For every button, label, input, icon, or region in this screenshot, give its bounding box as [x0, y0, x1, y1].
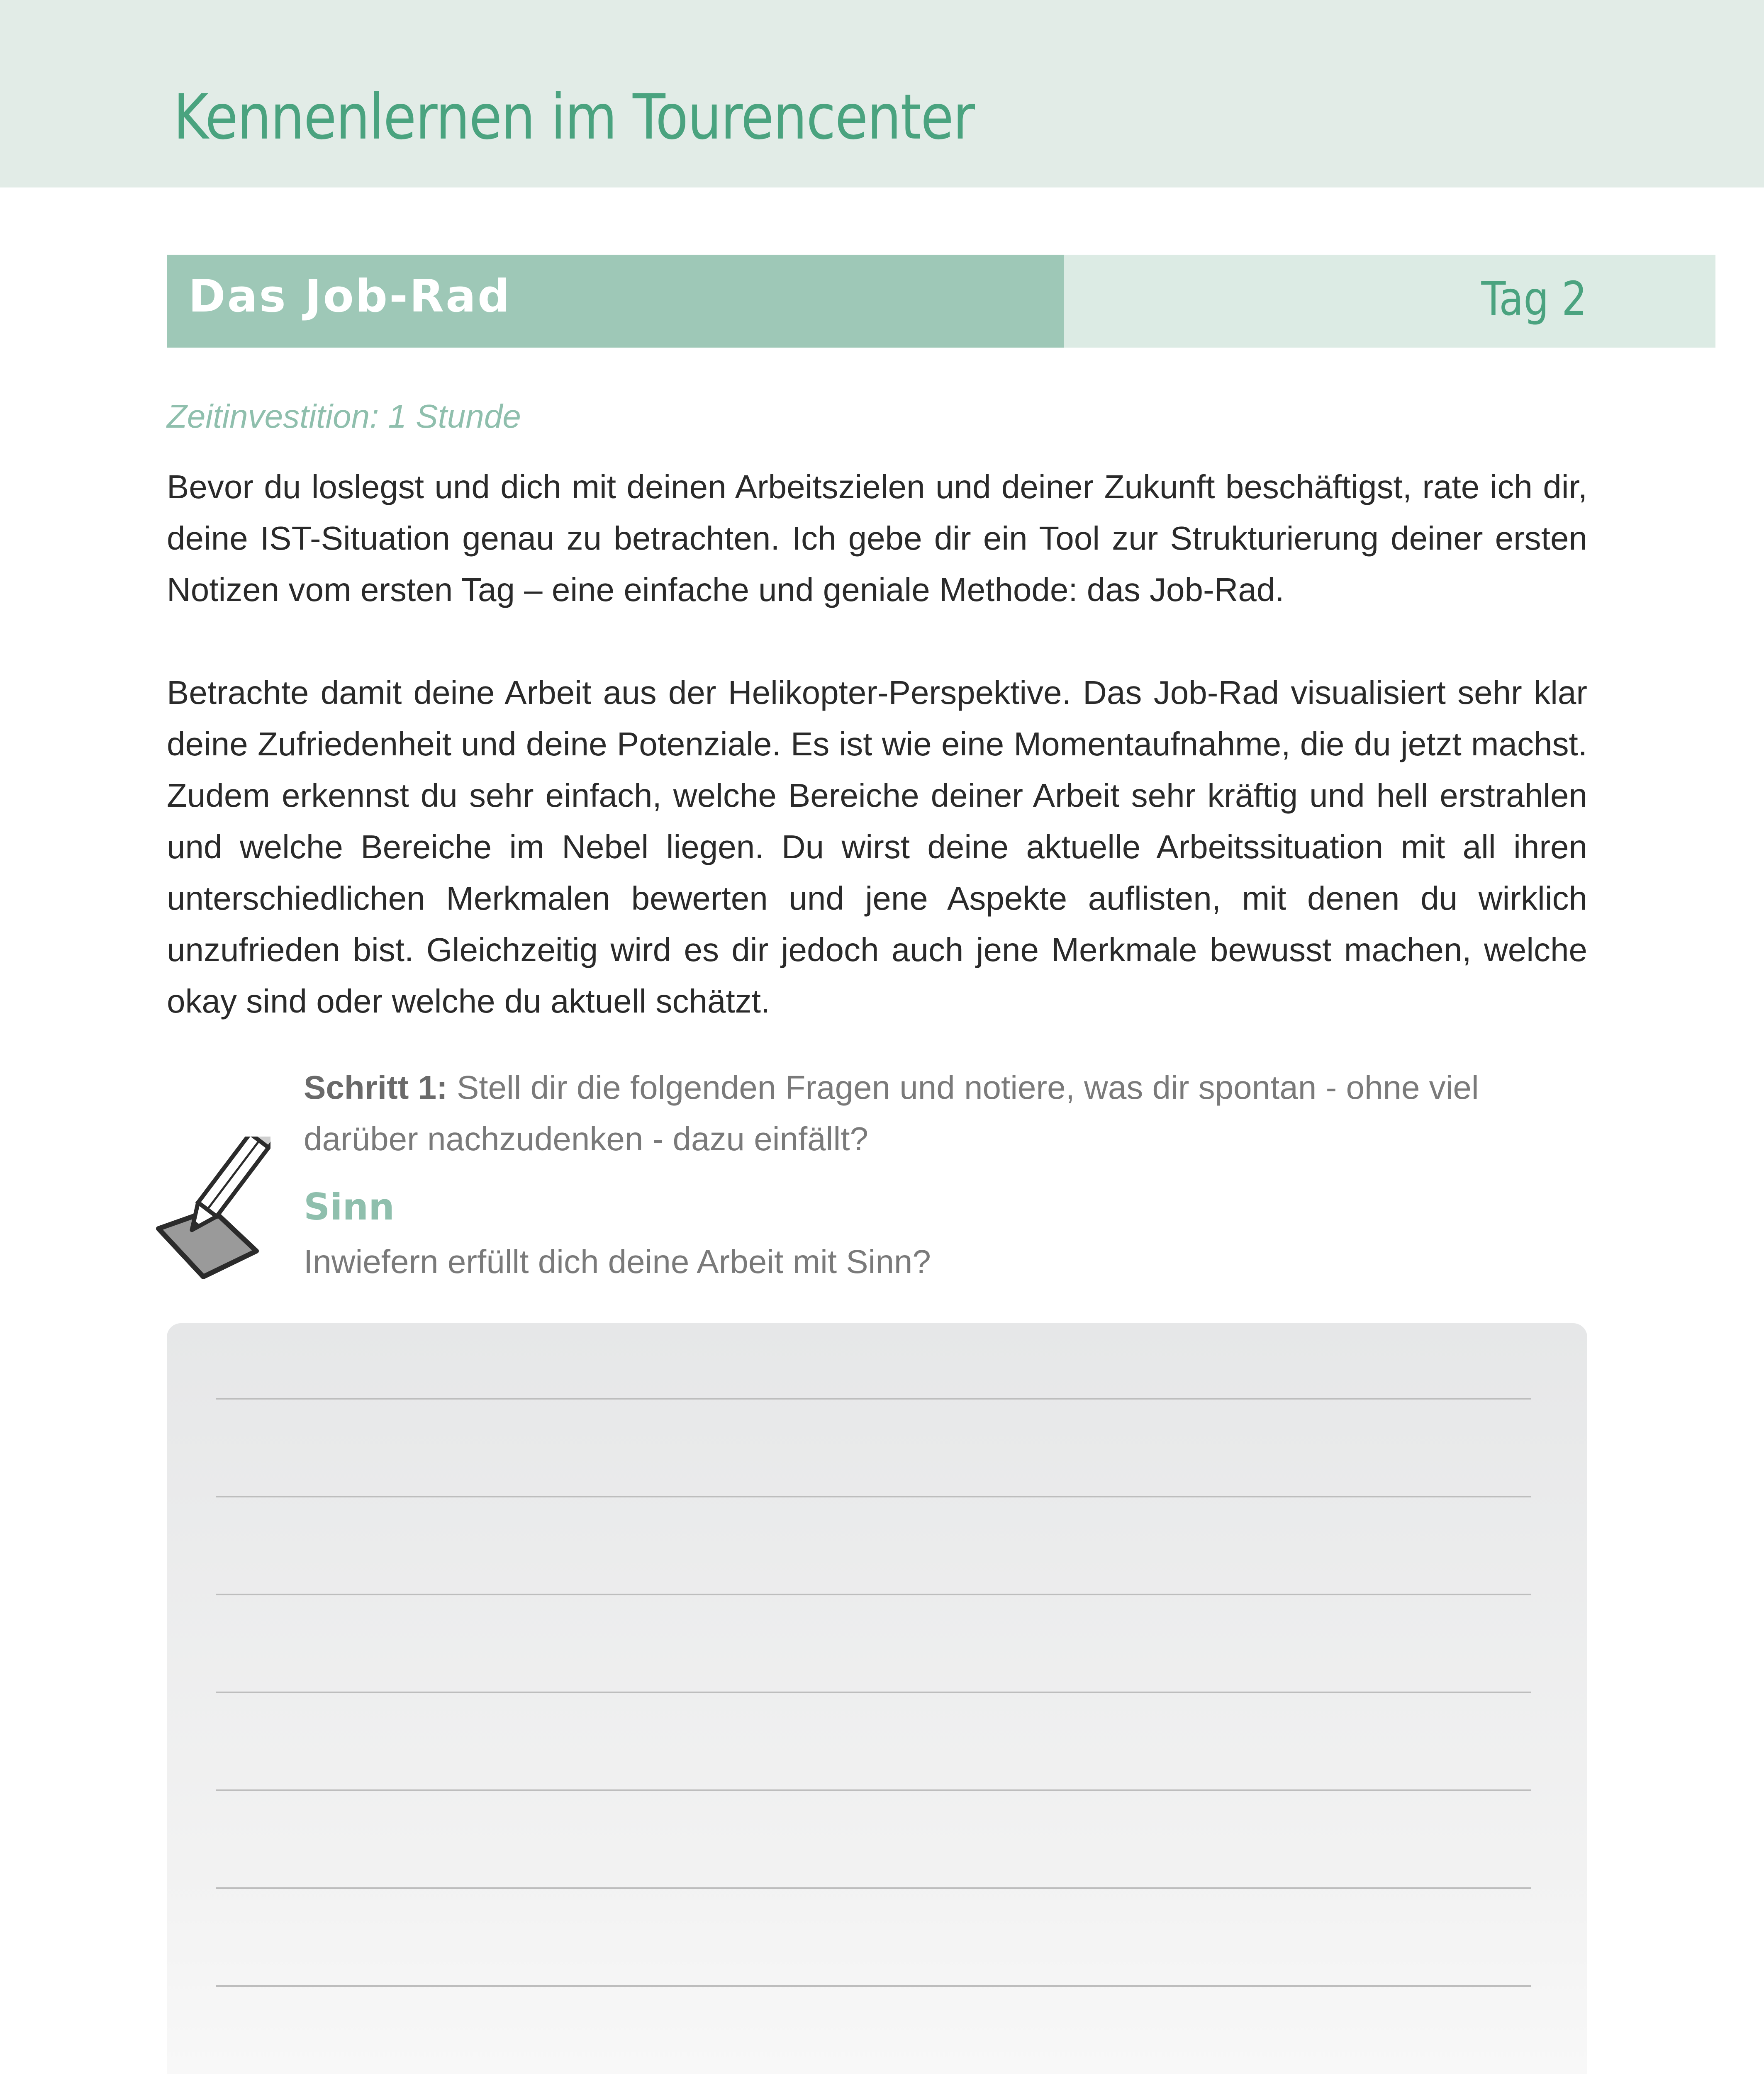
writing-line: [216, 1398, 1531, 1400]
intro-paragraph: Bevor du loslegst und dich mit deinen Arbeitszielen und deiner Zukunft beschäftigst, rate ich dir, deine IST-Situation genau zu betrachten. Ich gebe dir ein Tool zur Strukturierung deiner ersten Notizen vom ersten Tag – eine einfache und geniale Methode: das Job-Rad.: [167, 468, 1587, 608]
day-label: Tag 2: [1481, 272, 1587, 326]
writing-line: [216, 1887, 1531, 1889]
writing-line: [216, 1789, 1531, 1791]
step-instruction: [304, 1062, 1590, 1165]
writing-line: [216, 1594, 1531, 1595]
time-investment-note: Zeitinvestition: 1 Stunde: [167, 398, 521, 435]
section-title: Das Job-Rad: [188, 270, 512, 322]
writing-line: [216, 1692, 1531, 1693]
step-label: Schritt 1:: [304, 1069, 448, 1106]
writing-area[interactable]: [167, 1323, 1587, 2074]
writing-line: [216, 1496, 1531, 1497]
topic-question: Inwiefern erfüllt dich deine Arbeit mit Sinn?: [304, 1243, 931, 1280]
body-paragraph: Betrachte damit deine Arbeit aus der Helikopter-Perspektive. Das Job-Rad visualisiert sehr klar deine Zufriedenheit und deine Potenziale. Es ist wie eine Momentaufnahme, die du jetzt machst. Zudem erkennst du sehr einfach, welche Bereiche deiner Arbeit sehr kräftig und hell erstrahlen und welche Bereiche im Nebel liegen. Du wirst deine aktuelle Arbeitssituation mit all ihren unterschiedlichen Merkmalen bewerten und jene Aspekte auflisten, mit denen du wirklich unzufrieden bist. Gleichzeitig wird es dir jedoch auch jene Merkmale bewusst machen, welche okay sind oder welche du aktuell schätzt.: [167, 674, 1587, 1020]
section-bar-title-area: [167, 255, 1064, 348]
pencil-on-paper-icon: [154, 1137, 270, 1286]
step-text: Stell dir die folgenden Fragen und notiere, was dir spontan - ohne viel darüber nachzudenken - dazu einfällt?: [304, 1069, 1479, 1157]
topic-heading: Sinn: [304, 1185, 395, 1228]
chapter-title: Kennenlernen im Tourencenter: [173, 81, 975, 153]
section-bar: [167, 255, 1715, 348]
writing-line: [216, 1985, 1531, 1987]
